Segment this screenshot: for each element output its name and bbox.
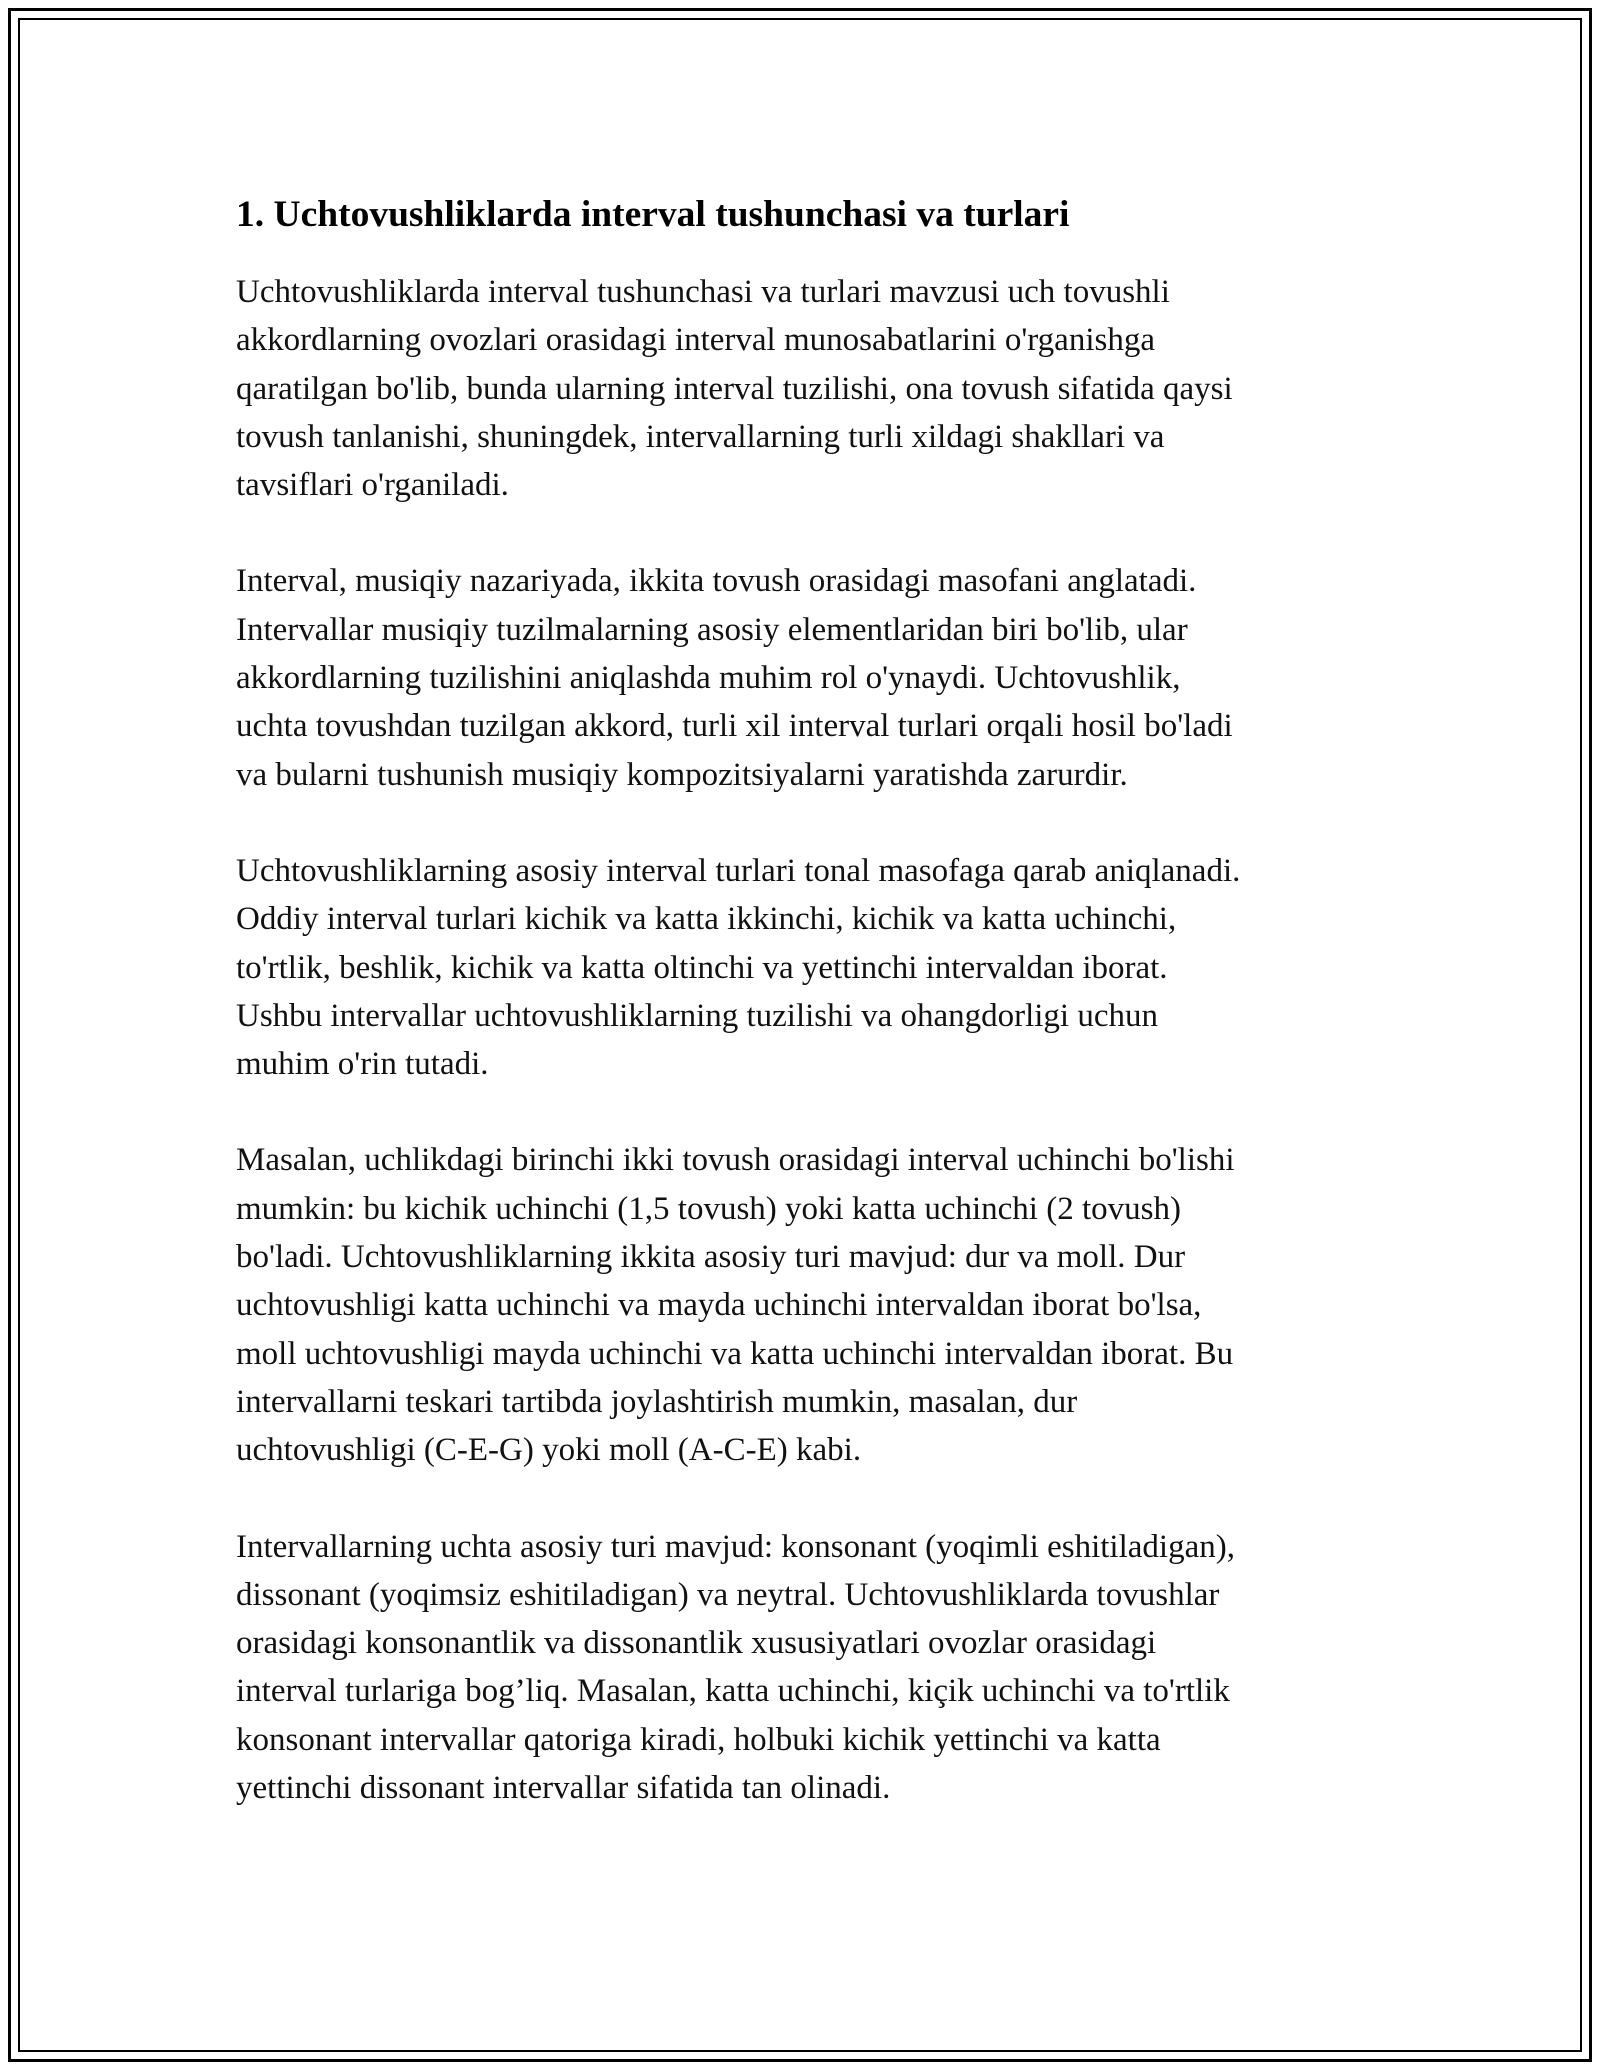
text-line: akkordlarning ovozlari orasidagi interval munosabatlarini o'rganishga [236,322,1155,359]
text-line: interval turlariga bog’liq. Masalan, katta uchinchi, kiçik uchinchi va to'rtlik [236,1673,1230,1710]
paragraph-4 [236,1136,1366,1474]
text-line: intervallarni teskari tartibda joylashtirish mumkin, masalan, dur [236,1383,1078,1420]
paragraph-3 [236,847,1366,1088]
text-line: moll uchtovushligi mayda uchinchi va katta uchinchi intervaldan iborat. Bu [236,1335,1234,1372]
text-line: tavsiflari o'rganiladi. [236,467,509,504]
text-line: akkordlarning tuzilishini aniqlashda muhim rol o'ynaydi. Uchtovushlik, [236,660,1181,697]
text-line: uchtovushligi katta uchinchi va mayda uchinchi intervaldan iborat bo'lsa, [236,1287,1202,1324]
text-line: dissonant (yoqimsiz eshitiladigan) va neytral. Uchtovushliklarda tovushlar [236,1576,1220,1613]
text-line: Intervallar musiqiy tuzilmalarning asosiy elementlaridan biri bo'lib, ular [236,611,1188,648]
text-line: uchta tovushdan tuzilgan akkord, turli xil interval turlari orqali hosil bo'ladi [236,708,1233,745]
text-line: Uchtovushliklarda interval tushunchasi va turlari mavzusi uch tovushli [236,274,1170,310]
text-line: Intervallarning uchta asosiy turi mavjud: konsonant (yoqimli eshitiladigan), [236,1528,1235,1565]
document-body [236,190,1366,1860]
text-line: Oddiy interval turlari kichik va katta ikkinchi, kichik va katta uchinchi, [236,901,1177,938]
text-line: va bularni tushunish musiqiy kompozitsiyalarni yaratishda zarurdir. [236,756,1128,793]
paragraph-1 [236,268,1366,509]
text-line: uchtovushligi (C-E-G) yoki moll (A-C-E) kabi. [236,1432,862,1469]
paragraph-5 [236,1523,1366,1813]
text-line: yettinchi dissonant intervallar sifatida tan olinadi. [236,1770,891,1807]
text-line: bo'ladi. Uchtovushliklarning ikkita asosiy turi mavjud: dur va moll. Dur [236,1239,1186,1276]
section-heading: 1. Uchtovushliklarda interval tushunchasi va turlari [236,194,1070,235]
text-line: Interval, musiqiy nazariyada, ikkita tovush orasidagi masofani anglatadi. [236,563,1197,600]
text-line: orasidagi konsonantlik va dissonantlik xususiyatlari ovozlar orasidagi [236,1625,1157,1662]
text-line: Masalan, uchlikdagi birinchi ikki tovush orasidagi interval uchinchi bo'lishi [236,1142,1235,1179]
text-line: konsonant intervallar qatoriga kiradi, holbuki kichik yettinchi va katta [236,1721,1161,1758]
text-line: muhim o'rin tutadi. [236,1046,489,1083]
text-line: tovush tanlanishi, shuningdek, intervallarning turli xildagi shakllari va [236,418,1165,455]
text-line: to'rtlik, beshlik, kichik va katta oltinchi va yettinchi intervaldan iborat. [236,949,1168,986]
text-line: qaratilgan bo'lib, bunda ularning interval tuzilishi, ona tovush sifatida qaysi [236,370,1233,407]
paragraph-2 [236,557,1366,798]
text-line: mumkin: bu kichik uchinchi (1,5 tovush) yoki katta uchinchi (2 tovush) [236,1190,1181,1227]
text-line: Ushbu intervallar uchtovushliklarning tuzilishi va ohangdorligi uchun [236,997,1159,1034]
text-line: Uchtovushliklarning asosiy interval turlari tonal masofaga qarab aniqlanadi. [236,852,1241,889]
